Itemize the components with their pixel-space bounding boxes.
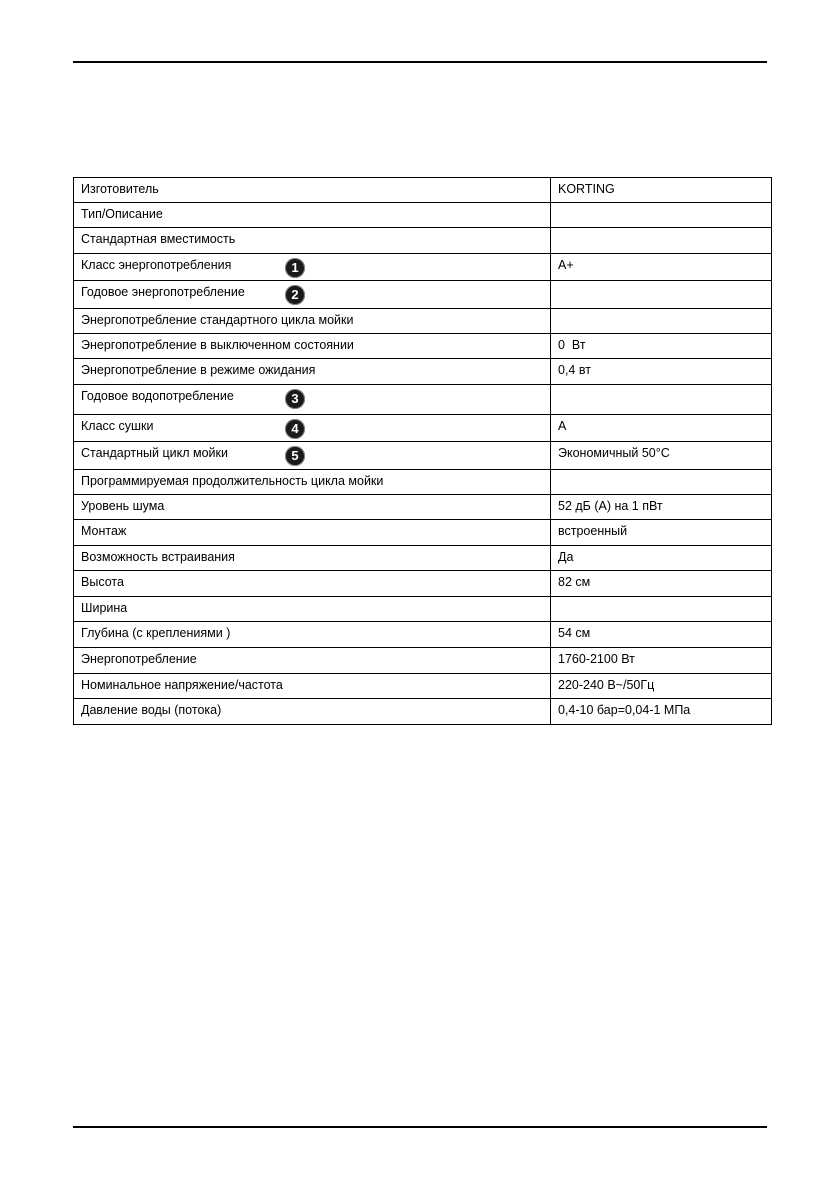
spec-label-cell [74, 309, 551, 334]
spec-value-cell [551, 309, 772, 334]
spec-label: Годовое водопотребление [81, 389, 234, 403]
spec-label-cell [74, 495, 551, 520]
table-row [74, 254, 772, 281]
table-row [74, 597, 772, 622]
table-row [74, 470, 772, 495]
spec-label: Энергопотребление в выключенном состоянии [81, 338, 354, 352]
table-row [74, 674, 772, 699]
spec-label-cell [74, 178, 551, 203]
spec-label-cell [74, 442, 551, 470]
spec-label: Тип/Описание [81, 207, 163, 221]
footnote-number-badge: 5 [285, 446, 305, 466]
spec-label-cell [74, 359, 551, 385]
spec-value-cell [551, 254, 772, 281]
spec-value-cell [551, 699, 772, 725]
table-row [74, 648, 772, 674]
spec-label-cell [74, 415, 551, 442]
spec-label: Давление воды (потока) [81, 703, 222, 717]
spec-label-cell [74, 334, 551, 359]
footnote-number-badge: 2 [285, 285, 305, 305]
table-row [74, 622, 772, 648]
spec-value: 54 см [558, 626, 591, 640]
table-row [74, 281, 772, 309]
table-row [74, 359, 772, 385]
table-row [74, 228, 772, 254]
table-row [74, 699, 772, 725]
spec-label-cell [74, 546, 551, 571]
spec-value-cell [551, 385, 772, 415]
spec-value: 52 дБ (A) на 1 пВт [558, 499, 663, 513]
spec-value-cell [551, 674, 772, 699]
spec-label: Монтаж [81, 524, 127, 538]
table-row [74, 334, 772, 359]
table-row [74, 520, 772, 546]
spec-label-cell [74, 597, 551, 622]
spec-value: KORTING [558, 182, 615, 196]
spec-value-cell [551, 470, 772, 495]
spec-value: 1760-2100 Вт [558, 652, 635, 666]
spec-label: Класс сушки [81, 419, 154, 433]
spec-label: Энергопотребление стандартного цикла мойки [81, 313, 354, 327]
footnote-number-badge: 1 [285, 258, 305, 278]
spec-value-cell [551, 597, 772, 622]
spec-value-cell [551, 571, 772, 597]
spec-value: 0,4 вт [558, 363, 591, 377]
spec-label: Стандартный цикл мойки [81, 446, 228, 460]
spec-value-cell [551, 495, 772, 520]
spec-label-cell [74, 571, 551, 597]
spec-value-cell [551, 546, 772, 571]
table-row [74, 546, 772, 571]
spec-value-cell [551, 648, 772, 674]
spec-label-cell [74, 281, 551, 309]
spec-label: Возможность встраивания [81, 550, 235, 564]
spec-label: Годовое энергопотребление [81, 285, 245, 299]
spec-value: A [558, 419, 567, 433]
spec-label-cell [74, 385, 551, 415]
spec-label-cell [74, 203, 551, 228]
spec-label-cell [74, 674, 551, 699]
spec-label-cell [74, 622, 551, 648]
spec-value-cell [551, 228, 772, 254]
spec-label: Уровень шума [81, 499, 165, 513]
header-rule [73, 61, 767, 63]
footnote-number-badge: 3 [285, 389, 305, 409]
spec-value-cell [551, 520, 772, 546]
table-row [74, 442, 772, 470]
spec-label-cell [74, 520, 551, 546]
spec-value: 220-240 В~/50Гц [558, 678, 655, 692]
spec-label: Высота [81, 575, 124, 589]
spec-label: Стандартная вместимость [81, 232, 236, 246]
spec-label-cell [74, 699, 551, 725]
table-row [74, 571, 772, 597]
table-row [74, 385, 772, 415]
spec-table [73, 177, 772, 725]
spec-label: Номинальное напряжение/частота [81, 678, 283, 692]
spec-value: 0,4-10 бар=0,04-1 МПа [558, 703, 691, 717]
spec-value: 82 см [558, 575, 591, 589]
table-row [74, 178, 772, 203]
spec-label-cell [74, 470, 551, 495]
spec-value: Экономичный 50°C [558, 446, 670, 460]
table-row [74, 415, 772, 442]
spec-label: Класс энергопотребления [81, 258, 232, 272]
spec-label: Энергопотребление в режиме ожидания [81, 363, 316, 377]
table-row [74, 309, 772, 334]
spec-label: Ширина [81, 601, 128, 615]
spec-value-cell [551, 622, 772, 648]
spec-label: Программируемая продолжительность цикла мойки [81, 474, 384, 488]
table-row [74, 203, 772, 228]
spec-label-cell [74, 648, 551, 674]
footer-rule [73, 1126, 767, 1128]
spec-label: Глубина (с креплениями ) [81, 626, 231, 640]
footnote-number-badge: 4 [285, 419, 305, 439]
spec-value-cell [551, 203, 772, 228]
spec-value: A+ [558, 258, 574, 272]
spec-value-cell [551, 415, 772, 442]
spec-label: Изготовитель [81, 182, 159, 196]
spec-label-cell [74, 228, 551, 254]
spec-label: Энергопотребление [81, 652, 197, 666]
spec-value-cell [551, 334, 772, 359]
spec-value: встроенный [558, 524, 628, 538]
spec-label-cell [74, 254, 551, 281]
spec-value-cell [551, 281, 772, 309]
spec-value-cell [551, 359, 772, 385]
spec-value: Да [558, 550, 574, 564]
spec-value: 0 Вт [558, 338, 586, 352]
spec-value-cell [551, 178, 772, 203]
table-row [74, 495, 772, 520]
spec-value-cell [551, 442, 772, 470]
